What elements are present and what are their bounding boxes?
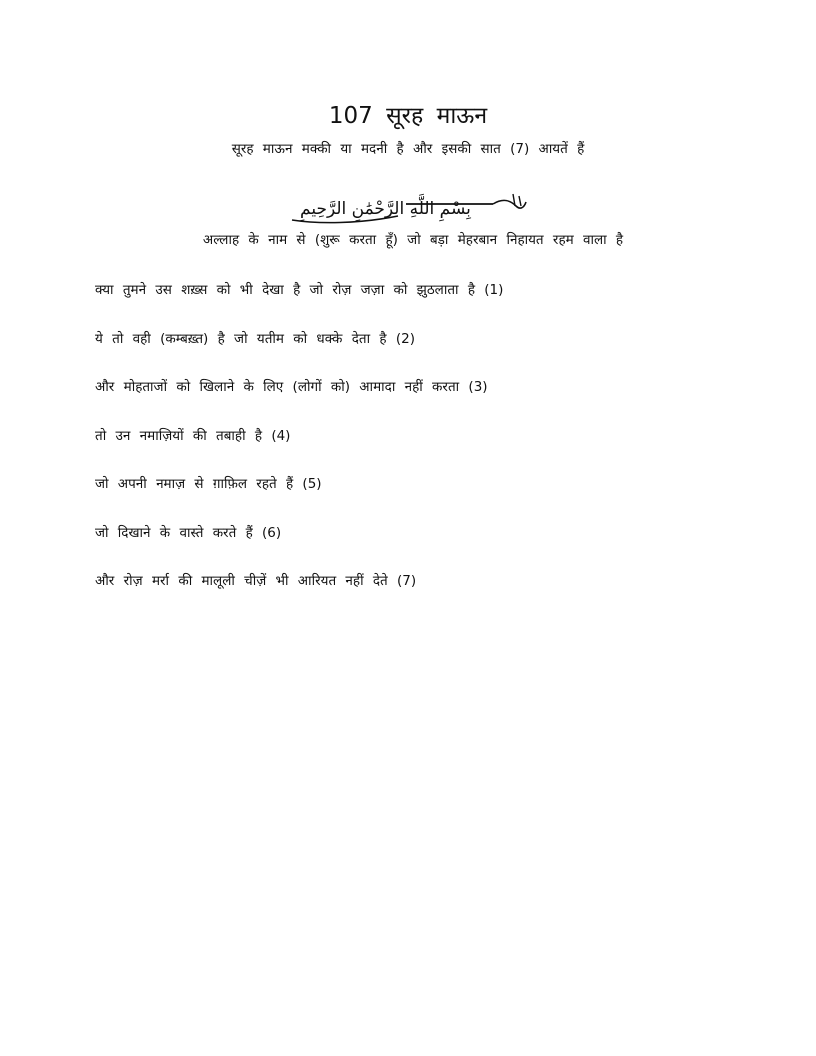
surah-subtitle: सूरह माऊन मक्की या मदनी है और इसकी सात (7) आयतें हैं	[231, 141, 585, 157]
verse-6: जो दिखाने के वास्ते करते हैं (6)	[95, 524, 282, 541]
bismillah-text: بِسْمِ اللَّهِ الرَّحْمَٰنِ الرَّحِيمِ	[300, 199, 471, 219]
invocation-line: अल्लाह के नाम से (शुरू करता हूँ) जो बड़ा मेहरबान निहायत रहम वाला है	[202, 232, 624, 248]
verse-2: ये तो वही (कम्बख़्त) है जो यतीम को धक्के देता है (2)	[95, 330, 415, 347]
verse-list	[95, 280, 775, 620]
verse-4: तो उन नमाज़ियों की तबाही है (4)	[95, 427, 291, 444]
bismillah-calligraphy	[288, 190, 528, 226]
verse-7: और रोज़ मर्रा की मालूली चीज़ें भी आरियत नहीं देते (7)	[95, 573, 417, 589]
verse-1: क्या तुमने उस शख़्स को भी देखा है जो रोज़ जज़ा को झुठलाता है (1)	[95, 282, 504, 298]
verse-3: और मोहताजों को खिलाने के लिए (लोगों को) आमादा नहीं करता (3)	[95, 379, 488, 395]
verse-5: जो अपनी नमाज़ से ग़ाफ़िल रहते हैं (5)	[95, 476, 322, 492]
surah-title: 107 सूरह माऊन	[328, 103, 488, 129]
